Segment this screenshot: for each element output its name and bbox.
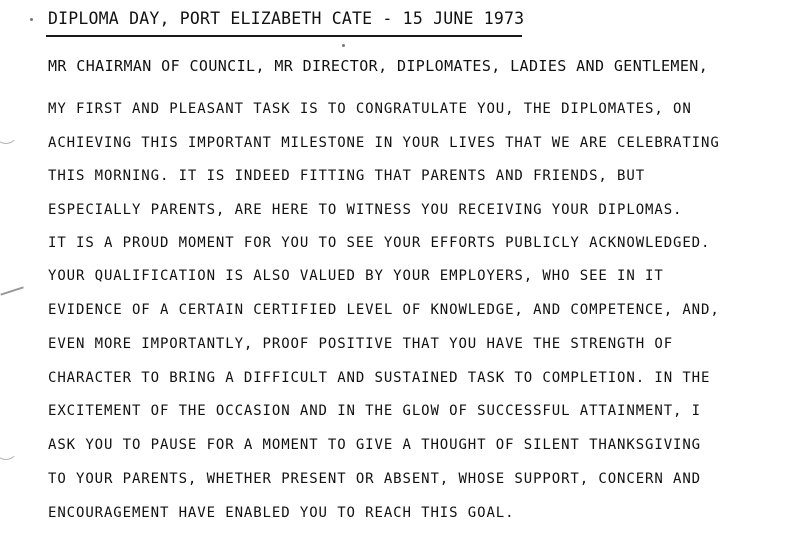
body-line: EVIDENCE OF A CERTAIN CERTIFIED LEVEL OF KNOWLEDGE, AND COMPETENCE, AND, — [48, 302, 720, 318]
body-line: EVEN MORE IMPORTANTLY, PROOF POSITIVE THAT YOU HAVE THE STRENGTH OF — [48, 336, 674, 352]
punch-hole-mark — [0, 120, 18, 144]
body-line: ENCOURAGEMENT HAVE ENABLED YOU TO REACH THIS GOAL. — [48, 505, 515, 521]
body-line: ESPECIALLY PARENTS, ARE HERE TO WITNESS YOU RECEIVING YOUR DIPLOMAS. — [48, 202, 683, 218]
salutation-line: MR CHAIRMAN OF COUNCIL, MR DIRECTOR, DIPLOMATES, LADIES AND GENTLEMEN, — [48, 57, 709, 75]
body-line: TO YOUR PARENTS, WHETHER PRESENT OR ABSENT, WHOSE SUPPORT, CONCERN AND — [48, 471, 702, 487]
heading-underline — [46, 35, 522, 37]
document-heading: DIPLOMA DAY, PORT ELIZABETH CATE - 15 JUNE 1973 — [48, 9, 525, 28]
speck-mark — [30, 18, 33, 21]
body-line: YOUR QUALIFICATION IS ALSO VALUED BY YOUR EMPLOYERS, WHO SEE IN IT — [48, 268, 664, 284]
speck-mark — [342, 44, 345, 47]
body-line: EXCITEMENT OF THE OCCASION AND IN THE GLOW OF SUCCESSFUL ATTAINMENT, I — [48, 403, 702, 419]
body-line: MY FIRST AND PLEASANT TASK IS TO CONGRATULATE YOU, THE DIPLOMATES, ON — [48, 101, 692, 117]
body-line: CHARACTER TO BRING A DIFFICULT AND SUSTAINED TASK TO COMPLETION. IN THE — [48, 370, 711, 386]
body-line: ASK YOU TO PAUSE FOR A MOMENT TO GIVE A THOUGHT OF SILENT THANKSGIVING — [48, 437, 702, 453]
body-line: THIS MORNING. IT IS INDEED FITTING THAT PARENTS AND FRIENDS, BUT — [48, 168, 646, 184]
punch-hole-mark — [0, 436, 18, 460]
margin-mark — [0, 286, 23, 295]
body-line: ACHIEVING THIS IMPORTANT MILESTONE IN YOUR LIVES THAT WE ARE CELEBRATING — [48, 135, 720, 151]
body-line: IT IS A PROUD MOMENT FOR YOU TO SEE YOUR EFFORTS PUBLICLY ACKNOWLEDGED. — [48, 235, 711, 251]
